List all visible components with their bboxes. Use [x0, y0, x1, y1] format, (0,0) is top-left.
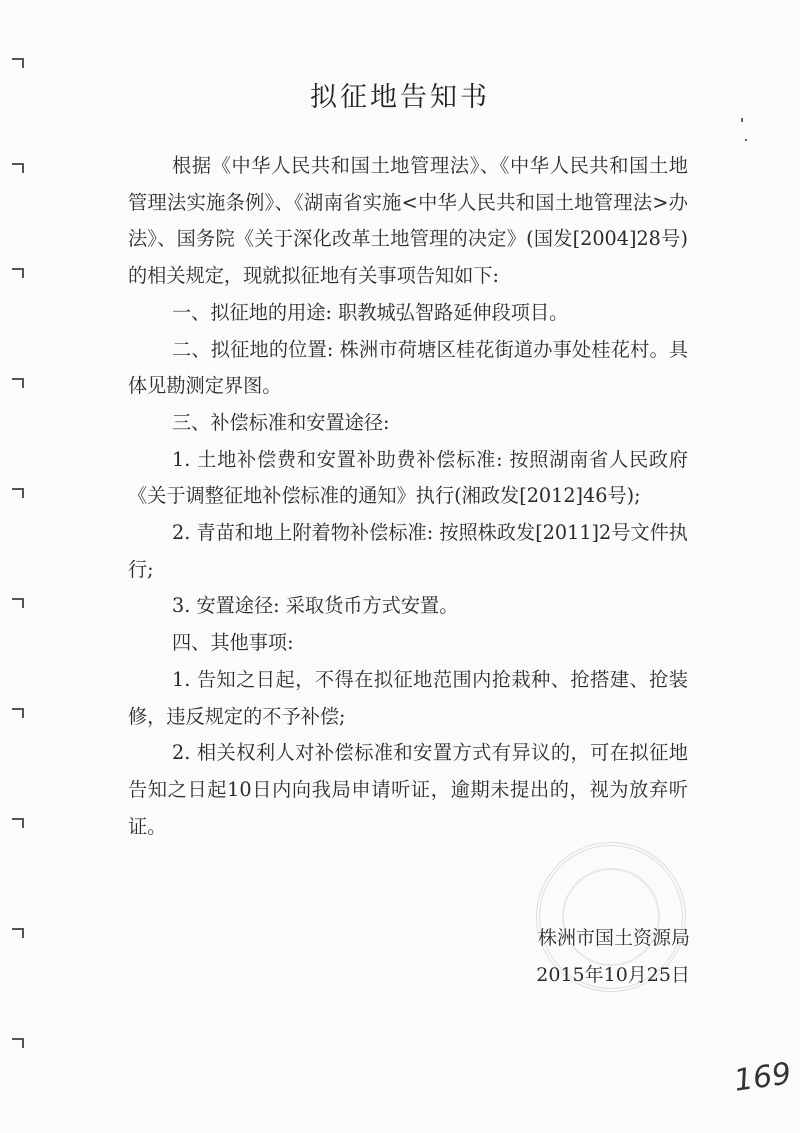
item-other-heading: 四、其他事项: — [172, 631, 294, 655]
other-hearing: 2. 相关权利人对补偿标准和安置方式有异议的，可在拟征地告知之日起10日内向我局申请听证，逾期未提出的，视为放弃听证。 — [128, 741, 688, 838]
binder-mark — [12, 708, 24, 718]
compensation-crops: 2. 青苗和地上附着物补偿标准: 按照株政发[2011]2号文件执行; — [128, 521, 688, 581]
compensation-resettlement: 3. 安置途径: 采取货币方式安置。 — [172, 594, 459, 618]
scan-speck — [741, 118, 743, 122]
binder-marks — [0, 0, 30, 1133]
binder-mark — [12, 268, 24, 278]
item-compensation-heading: 三、补偿标准和安置途径: — [172, 410, 390, 434]
signature-block — [470, 920, 690, 994]
document-title: 拟征地告知书 — [310, 82, 490, 113]
binder-mark — [12, 378, 24, 388]
binder-mark — [12, 928, 24, 938]
intro-paragraph: 根据《中华人民共和国土地管理法》、《中华人民共和国土地管理法实施条例》、《湖南省实施<中华人民共和国土地管理法>办法》、国务院《关于深化改革土地管理的决定》(国发[2004]28号)的相关规定，现就拟征地有关事项告知如下: — [128, 154, 688, 288]
compensation-land: 1. 土地补偿费和安置补助费补偿标准: 按照湖南省人民政府《关于调整征地补偿标准的通知》执行(湘政发[2012]46号); — [128, 447, 688, 508]
issue-date: 2015年10月25日 — [536, 964, 690, 986]
item-location: 二、拟征地的位置: 株洲市荷塘区桂花街道办事处桂花村。具体见勘测定界图。 — [128, 337, 688, 398]
binder-mark — [12, 818, 24, 828]
item-purpose: 一、拟征地的用途: 职教城弘智路延伸段项目。 — [172, 300, 569, 324]
binder-mark — [12, 58, 24, 68]
handwritten-page-number: 169 — [731, 1056, 794, 1099]
binder-mark — [12, 598, 24, 608]
scan-speck — [745, 139, 747, 141]
issuer: 株洲市国土资源局 — [537, 927, 690, 949]
binder-mark — [12, 1038, 24, 1048]
binder-mark — [12, 163, 24, 173]
document-body — [128, 148, 688, 845]
other-prohibition: 1. 告知之日起，不得在拟征地范围内抢栽种、抢搭建、抢装修，违反规定的不予补偿; — [128, 667, 688, 728]
binder-mark — [12, 488, 24, 498]
